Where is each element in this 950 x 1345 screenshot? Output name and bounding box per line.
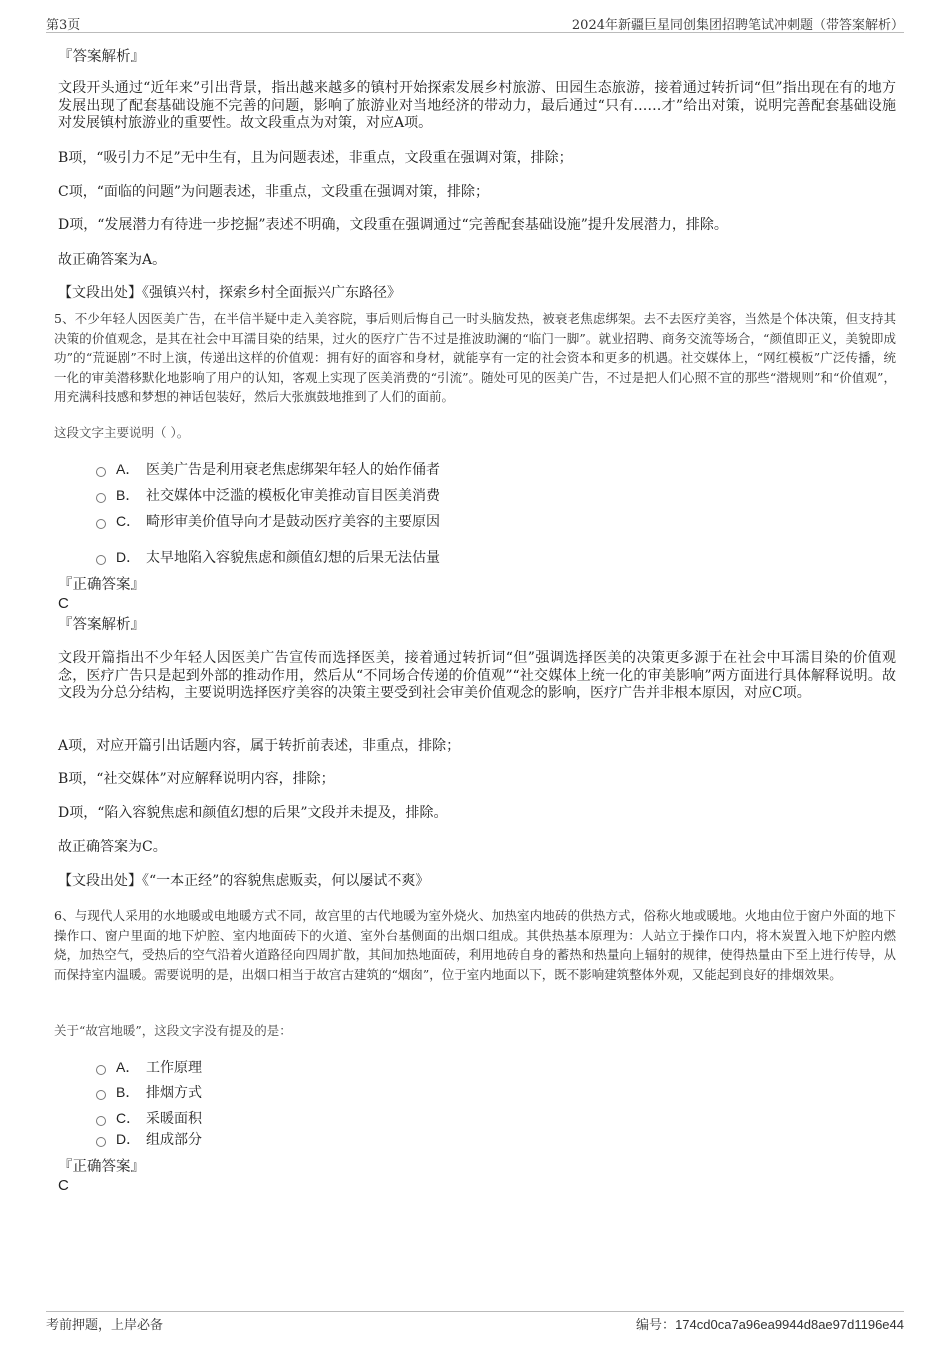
option-key: B． xyxy=(116,1084,140,1100)
footer-code-value: 174cd0ca7a96ea9944d8ae97d1196e44 xyxy=(675,1317,904,1332)
q6-option-d[interactable] xyxy=(96,1130,202,1149)
q4-analysis-label: 『答案解析』 xyxy=(58,49,145,65)
option-key: A． xyxy=(116,1059,140,1075)
q5-option-d-analysis: D项，“陷入容貌焦虑和颜值幻想的后果”文段并未提及，排除。 xyxy=(58,805,448,821)
option-text: 医美广告是利用衰老焦虑绑架年轻人的始作俑者 xyxy=(146,462,440,478)
q5-stem: 5、不少年轻人因医美广告，在半信半疑中走入美容院，事后则后悔自己一时头脑发热，被衰老焦虑绑架。去不去医疗美容，当然是个体决策，但支持其决策的价值观念，是其在社会中耳濡目染的结果，过火的医疗广告不过是推波助澜的“临门一脚”。就业招聘、商务交流等场合，“颜值即正义，美貌即成功”的“荒诞剧”不时上演，传递出这样的价值观：拥有好的面容和身材，就能享有一定的社会资本和更多的机遇。社交媒体上，“网红模板”广泛传播，统一化的审美潜移默化地影响了用户的认知，客观上实现了医美消费的“引流”。随处可见的医美广告，不过是把人们心照不宣的那些“潜规则”和“价值观”，用充满科技感和梦想的神话包装好，然后大张旗鼓地推到了人们的面前。 xyxy=(54,311,896,404)
q4-option-d-analysis: D项，“发展潜力有待进一步挖掘”表述不明确，文段重在强调通过“完善配套基础设施”提升发展潜力，排除。 xyxy=(58,217,728,233)
q5-analysis-text: 文段开篇指出不少年轻人因医美广告宣传而选择医美，接着通过转折词“但”强调选择医美的决策更多源于在社会中耳濡目染的价值观念，医疗广告只是起到外部的推动作用，然后从“不同场合传递的价值观”“社交媒体上统一化的审美影响”两方面进行具体解释说明。故文段为分总分结构，主要说明选择医疗美容的决策主要受到社会审美价值观念的影响，医疗广告并非根本原因，对应C项。 xyxy=(58,650,896,701)
q4-analysis-text: 文段开头通过“近年来”引出背景，指出越来越多的镇村开始探索发展乡村旅游、田园生态旅游，接着通过转折词“但”指出现在有的地方发展出现了配套基础设施不完善的问题，影响了旅游业对当地经济的带动力，最后通过“只有……才”给出对策，说明完善配套基础设施对发展镇村旅游业的重要性。故文段重点为对策，对应A项。 xyxy=(58,80,896,131)
q6-stem: 6、与现代人采用的水地暖或电地暖方式不同，故宫里的古代地暖为室外烧火、加热室内地砖的供热方式，俗称火地或暖地。火地由位于窗户外面的地下操作口、窗户里面的地下炉腔、室内地面砖下的火道、室外台基侧面的出烟口组成。其供热基本原理为：人站立于操作口内，将木炭置入地下炉腔内燃烧，加热空气，受热后的空气沿着火道路径向四周扩散，其间加热地面砖，利用地砖自身的蓄热和热量向上辐射的规律，使得热量由下至上进行传导，从而保持室内温暖。需要说明的是，出烟口相当于故宫古建筑的“烟囱”，位于室内地面以下，既不影响建筑整体外观，又能起到良好的排烟效果。 xyxy=(54,908,896,982)
option-key: C． xyxy=(116,513,141,529)
q4-option-c-analysis: C项，“面临的问题”为问题表述，非重点，文段重在强调对策，排除； xyxy=(58,184,490,200)
option-key: C． xyxy=(116,1110,141,1126)
radio-icon[interactable] xyxy=(96,1090,106,1100)
q6-correct-label: 『正确答案』 xyxy=(58,1159,145,1175)
radio-icon[interactable] xyxy=(96,555,106,565)
q6-option-c[interactable] xyxy=(96,1109,202,1128)
radio-icon[interactable] xyxy=(96,519,106,529)
q6-option-a[interactable] xyxy=(96,1058,202,1077)
radio-icon[interactable] xyxy=(96,1116,106,1126)
q5-conclusion: 故正确答案为C。 xyxy=(58,839,167,855)
footer-code-label: 编号： xyxy=(636,1318,676,1333)
q5-correct-answer: C xyxy=(58,595,69,612)
q5-source: 【文段出处】《“一本正经”的容貌焦虑贩卖，何以屡试不爽》 xyxy=(58,873,430,889)
q4-source: 【文段出处】《强镇兴村，探索乡村全面振兴广东路径》 xyxy=(58,285,401,301)
q6-option-b[interactable] xyxy=(96,1083,202,1102)
option-key: A． xyxy=(116,461,140,477)
q5-option-a[interactable] xyxy=(96,460,440,479)
option-key: D． xyxy=(116,549,141,565)
page-number: 第3页 xyxy=(46,18,81,33)
q5-option-c[interactable] xyxy=(96,512,440,531)
radio-icon[interactable] xyxy=(96,1065,106,1075)
q5-analysis-label: 『答案解析』 xyxy=(58,617,145,633)
option-text: 工作原理 xyxy=(146,1060,202,1076)
document-title: 2024年新疆巨星同创集团招聘笔试冲刺题（带答案解析） xyxy=(571,18,904,33)
q5-question: 这段文字主要说明（ ）。 xyxy=(54,425,190,440)
q6-question: 关于“故宫地暖”，这段文字没有提及的是： xyxy=(54,1023,292,1038)
radio-icon[interactable] xyxy=(96,1137,106,1147)
option-key: B． xyxy=(116,487,140,503)
q4-conclusion: 故正确答案为A。 xyxy=(58,252,167,268)
q5-option-b[interactable] xyxy=(96,486,440,505)
q5-option-a-analysis: A项，对应开篇引出话题内容，属于转折前表述，非重点，排除； xyxy=(58,738,461,754)
q4-option-b-analysis: B项，“吸引力不足”无中生有，且为问题表述，非重点，文段重在强调对策，排除； xyxy=(58,150,573,166)
q5-correct-label: 『正确答案』 xyxy=(58,577,145,593)
option-text: 排烟方式 xyxy=(146,1085,202,1101)
option-text: 组成部分 xyxy=(146,1132,202,1148)
q5-option-d[interactable] xyxy=(96,548,440,567)
option-key: D． xyxy=(116,1131,141,1147)
option-text: 畸形审美价值导向才是鼓动医疗美容的主要原因 xyxy=(146,514,440,530)
radio-icon[interactable] xyxy=(96,467,106,477)
footer-code xyxy=(636,1314,904,1333)
footer-divider xyxy=(46,1311,904,1312)
q6-correct-answer: C xyxy=(58,1177,69,1194)
option-text: 社交媒体中泛滥的模板化审美推动盲目医美消费 xyxy=(146,488,440,504)
option-text: 采暖面积 xyxy=(146,1111,202,1127)
radio-icon[interactable] xyxy=(96,493,106,503)
q5-option-b-analysis: B项，“社交媒体”对应解释说明内容，排除； xyxy=(58,771,335,787)
header-divider xyxy=(46,32,904,33)
option-text: 太早地陷入容貌焦虑和颜值幻想的后果无法估量 xyxy=(146,550,440,566)
footer-slogan: 考前押题，上岸必备 xyxy=(46,1318,164,1333)
